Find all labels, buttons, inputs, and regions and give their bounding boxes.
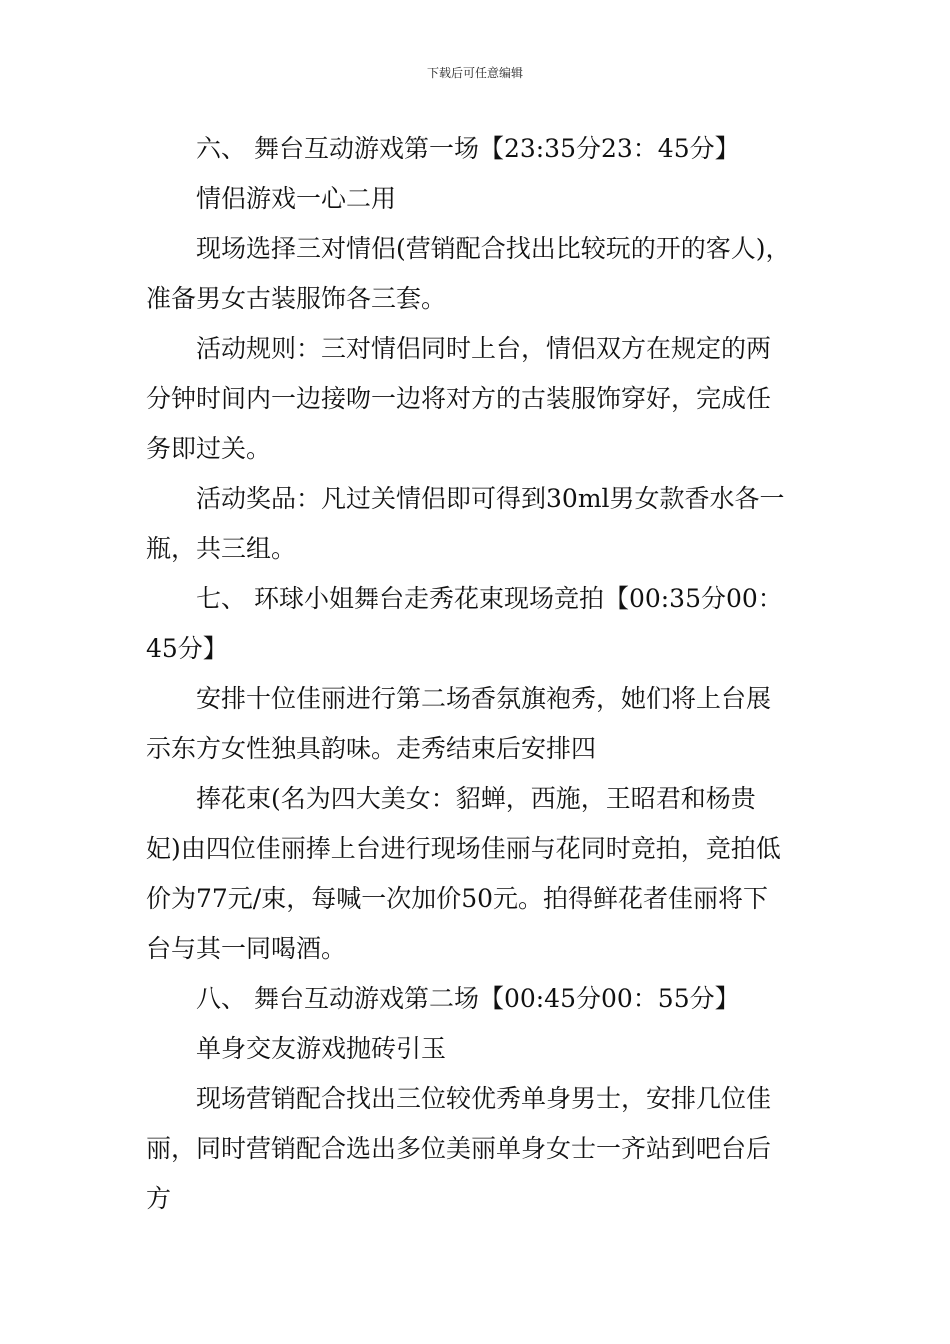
paragraph-line: 活动规则：三对情侣同时上台，情侣双方在规定的两 bbox=[196, 334, 772, 363]
paragraph-line: 务即过关。 bbox=[146, 434, 272, 463]
paragraph-line: 台与其一同喝酒。 bbox=[146, 934, 347, 963]
paragraph-line: 现场营销配合找出三位较优秀单身男士，安排几位佳 bbox=[196, 1084, 772, 1113]
paragraph-line: 瓶，共三组。 bbox=[146, 534, 297, 563]
section-heading-seven: 七、 环球小姐舞台走秀花束现场竞拍【00:35分00： bbox=[196, 584, 783, 613]
paragraph-line: 方 bbox=[146, 1184, 172, 1213]
section-heading-six: 六、 舞台互动游戏第一场【23:35分23：45分】 bbox=[196, 134, 740, 163]
paragraph-line: 准备男女古装服饰各三套。 bbox=[146, 284, 447, 313]
paragraph-line: 妃)由四位佳丽捧上台进行现场佳丽与花同时竞拍，竞拍低 bbox=[146, 834, 781, 863]
paragraph-line: 丽，同时营销配合选出多位美丽单身女士一齐站到吧台后 bbox=[146, 1134, 772, 1163]
paragraph-line: 捧花束(名为四大美女：貂蝉，西施，王昭君和杨贵 bbox=[196, 784, 756, 813]
paragraph-line: 活动奖品：凡过关情侣即可得到30ml男女款香水各一 bbox=[196, 484, 785, 513]
paragraph-line: 分钟时间内一边接吻一边将对方的古装服饰穿好，完成任 bbox=[146, 384, 772, 413]
paragraph-line: 示东方女性独具韵味。走秀结束后安排四 bbox=[146, 734, 597, 763]
page-header-note: 下载后可任意编辑 bbox=[426, 66, 523, 80]
section-heading-seven-cont: 45分】 bbox=[146, 634, 228, 663]
game-title-one: 情侣游戏一心二用 bbox=[196, 184, 397, 213]
paragraph-line: 安排十位佳丽进行第二场香氛旗袍秀，她们将上台展 bbox=[196, 684, 772, 713]
paragraph-line: 现场选择三对情侣(营销配合找出比较玩的开的客人)， bbox=[196, 234, 791, 263]
paragraph-line: 价为77元/束，每喊一次加价50元。拍得鲜花者佳丽将下 bbox=[146, 884, 769, 913]
section-heading-eight: 八、 舞台互动游戏第二场【00:45分00：55分】 bbox=[196, 984, 740, 1013]
game-title-two: 单身交友游戏抛砖引玉 bbox=[196, 1034, 447, 1063]
